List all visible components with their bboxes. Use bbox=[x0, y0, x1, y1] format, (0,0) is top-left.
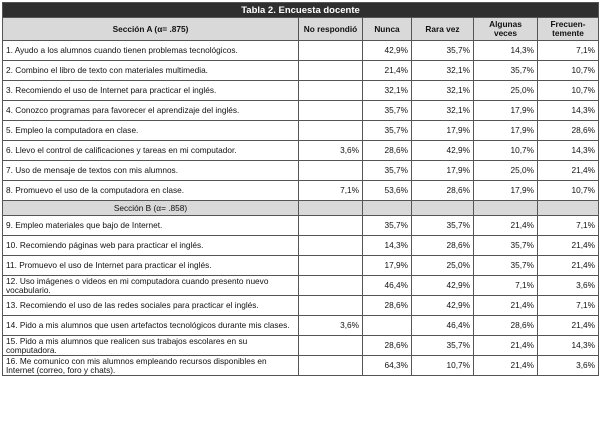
value-cell: 32,1% bbox=[412, 61, 474, 81]
value-cell: 35,7% bbox=[412, 216, 474, 236]
column-header: Algunas veces bbox=[474, 18, 538, 41]
value-cell: 7,1% bbox=[299, 181, 363, 201]
value-cell: 64,3% bbox=[363, 356, 412, 376]
value-cell: 28,6% bbox=[412, 181, 474, 201]
value-cell: 10,7% bbox=[538, 61, 599, 81]
value-cell: 28,6% bbox=[363, 141, 412, 161]
value-cell: 14,3% bbox=[538, 141, 599, 161]
value-cell: 35,7% bbox=[363, 216, 412, 236]
section-label: Sección A (α= .875) bbox=[3, 18, 299, 41]
value-cell: 25,0% bbox=[474, 161, 538, 181]
value-cell: 7,1% bbox=[538, 296, 599, 316]
section-label: Sección B (α= .858) bbox=[3, 201, 299, 216]
item-text: 6. Llevo el control de calificaciones y tareas en mi computador. bbox=[3, 141, 299, 161]
value-cell: 25,0% bbox=[474, 81, 538, 101]
table-row bbox=[3, 316, 599, 336]
item-text: 14. Pido a mis alumnos que usen artefactos tecnológicos durante mis clases. bbox=[3, 316, 299, 336]
value-cell bbox=[299, 276, 363, 296]
value-cell: 35,7% bbox=[363, 161, 412, 181]
value-cell: 42,9% bbox=[412, 141, 474, 161]
value-cell: 17,9% bbox=[474, 101, 538, 121]
value-cell: 32,1% bbox=[412, 101, 474, 121]
table-row bbox=[3, 296, 599, 316]
table-row bbox=[3, 216, 599, 236]
value-cell: 17,9% bbox=[474, 181, 538, 201]
value-cell: 28,6% bbox=[363, 296, 412, 316]
value-cell bbox=[299, 336, 363, 356]
value-cell bbox=[299, 41, 363, 61]
value-cell: 46,4% bbox=[412, 316, 474, 336]
value-cell: 7,1% bbox=[474, 276, 538, 296]
value-cell: 35,7% bbox=[412, 336, 474, 356]
value-cell: 42,9% bbox=[412, 276, 474, 296]
value-cell: 14,3% bbox=[474, 41, 538, 61]
survey-table bbox=[2, 2, 599, 376]
value-cell: 35,7% bbox=[474, 256, 538, 276]
item-text: 7. Uso de mensaje de textos con mis alumnos. bbox=[3, 161, 299, 181]
value-cell: 35,7% bbox=[474, 236, 538, 256]
value-cell: 21,4% bbox=[538, 256, 599, 276]
table-row bbox=[3, 141, 599, 161]
value-cell: 28,6% bbox=[474, 316, 538, 336]
value-cell bbox=[299, 296, 363, 316]
value-cell: 21,4% bbox=[538, 161, 599, 181]
value-cell: 46,4% bbox=[363, 276, 412, 296]
value-cell: 28,6% bbox=[538, 121, 599, 141]
table-row bbox=[3, 161, 599, 181]
value-cell bbox=[299, 81, 363, 101]
value-cell: 21,4% bbox=[474, 296, 538, 316]
item-text: 2. Combino el libro de texto con materiales multimedia. bbox=[3, 61, 299, 81]
item-text: 10. Recomiendo páginas web para practicar el inglés. bbox=[3, 236, 299, 256]
table-row bbox=[3, 41, 599, 61]
item-text: 4. Conozco programas para favorecer el aprendizaje del inglés. bbox=[3, 101, 299, 121]
title-row bbox=[3, 3, 599, 18]
section-filler-cell bbox=[474, 201, 538, 216]
value-cell bbox=[299, 121, 363, 141]
value-cell: 21,4% bbox=[538, 316, 599, 336]
table-row bbox=[3, 101, 599, 121]
value-cell: 14,3% bbox=[538, 336, 599, 356]
value-cell bbox=[299, 236, 363, 256]
table-row bbox=[3, 336, 599, 356]
value-cell: 28,6% bbox=[363, 336, 412, 356]
value-cell: 7,1% bbox=[538, 216, 599, 236]
value-cell bbox=[299, 256, 363, 276]
section-filler-cell bbox=[363, 201, 412, 216]
value-cell: 21,4% bbox=[474, 216, 538, 236]
value-cell: 21,4% bbox=[474, 336, 538, 356]
value-cell: 7,1% bbox=[538, 41, 599, 61]
value-cell: 3,6% bbox=[538, 356, 599, 376]
value-cell: 21,4% bbox=[474, 356, 538, 376]
section-filler-cell bbox=[299, 201, 363, 216]
column-header: Frecuen-temente bbox=[538, 18, 599, 41]
value-cell: 21,4% bbox=[363, 61, 412, 81]
value-cell: 35,7% bbox=[412, 41, 474, 61]
item-text: 9. Empleo materiales que bajo de Internet. bbox=[3, 216, 299, 236]
table-row bbox=[3, 61, 599, 81]
item-text: 1. Ayudo a los alumnos cuando tienen problemas tecnológicos. bbox=[3, 41, 299, 61]
value-cell: 17,9% bbox=[474, 121, 538, 141]
table-row bbox=[3, 181, 599, 201]
value-cell: 3,6% bbox=[538, 276, 599, 296]
value-cell: 10,7% bbox=[412, 356, 474, 376]
value-cell: 3,6% bbox=[299, 316, 363, 336]
value-cell: 10,7% bbox=[538, 81, 599, 101]
value-cell bbox=[299, 161, 363, 181]
item-text: 12. Uso imágenes o videos en mi computadora cuando presento nuevo vocabulario. bbox=[3, 276, 299, 296]
value-cell: 3,6% bbox=[299, 141, 363, 161]
item-text: 13. Recomiendo el uso de las redes sociales para practicar el inglés. bbox=[3, 296, 299, 316]
header-row bbox=[3, 18, 599, 41]
column-header: No respondió bbox=[299, 18, 363, 41]
value-cell bbox=[299, 216, 363, 236]
value-cell: 14,3% bbox=[363, 236, 412, 256]
item-text: 16. Me comunico con mis alumnos empleando recursos disponibles en Internet (correo, foro y chats). bbox=[3, 356, 299, 376]
value-cell: 10,7% bbox=[474, 141, 538, 161]
column-header: Nunca bbox=[363, 18, 412, 41]
value-cell: 42,9% bbox=[363, 41, 412, 61]
value-cell: 14,3% bbox=[538, 101, 599, 121]
value-cell: 42,9% bbox=[412, 296, 474, 316]
table-row bbox=[3, 276, 599, 296]
value-cell bbox=[299, 61, 363, 81]
value-cell: 10,7% bbox=[538, 181, 599, 201]
value-cell: 25,0% bbox=[412, 256, 474, 276]
column-header: Rara vez bbox=[412, 18, 474, 41]
section-filler-cell bbox=[412, 201, 474, 216]
item-text: 3. Recomiendo el uso de Internet para practicar el inglés. bbox=[3, 81, 299, 101]
table-row bbox=[3, 121, 599, 141]
item-text: 11. Promuevo el uso de Internet para practicar el inglés. bbox=[3, 256, 299, 276]
value-cell: 32,1% bbox=[412, 81, 474, 101]
value-cell: 17,9% bbox=[363, 256, 412, 276]
section-filler-cell bbox=[538, 201, 599, 216]
section-row bbox=[3, 201, 599, 216]
value-cell bbox=[363, 316, 412, 336]
value-cell: 35,7% bbox=[363, 101, 412, 121]
value-cell: 53,6% bbox=[363, 181, 412, 201]
table-row bbox=[3, 356, 599, 376]
value-cell: 17,9% bbox=[412, 121, 474, 141]
value-cell: 28,6% bbox=[412, 236, 474, 256]
table-row bbox=[3, 236, 599, 256]
item-text: 15. Pido a mis alumnos que realicen sus trabajos escolares en su computadora. bbox=[3, 336, 299, 356]
value-cell: 35,7% bbox=[363, 121, 412, 141]
table-title: Tabla 2. Encuesta docente bbox=[3, 3, 599, 18]
value-cell: 17,9% bbox=[412, 161, 474, 181]
value-cell bbox=[299, 101, 363, 121]
value-cell bbox=[299, 356, 363, 376]
value-cell: 32,1% bbox=[363, 81, 412, 101]
value-cell: 35,7% bbox=[474, 61, 538, 81]
item-text: 5. Empleo la computadora en clase. bbox=[3, 121, 299, 141]
item-text: 8. Promuevo el uso de la computadora en clase. bbox=[3, 181, 299, 201]
table-row bbox=[3, 81, 599, 101]
value-cell: 21,4% bbox=[538, 236, 599, 256]
table-row bbox=[3, 256, 599, 276]
